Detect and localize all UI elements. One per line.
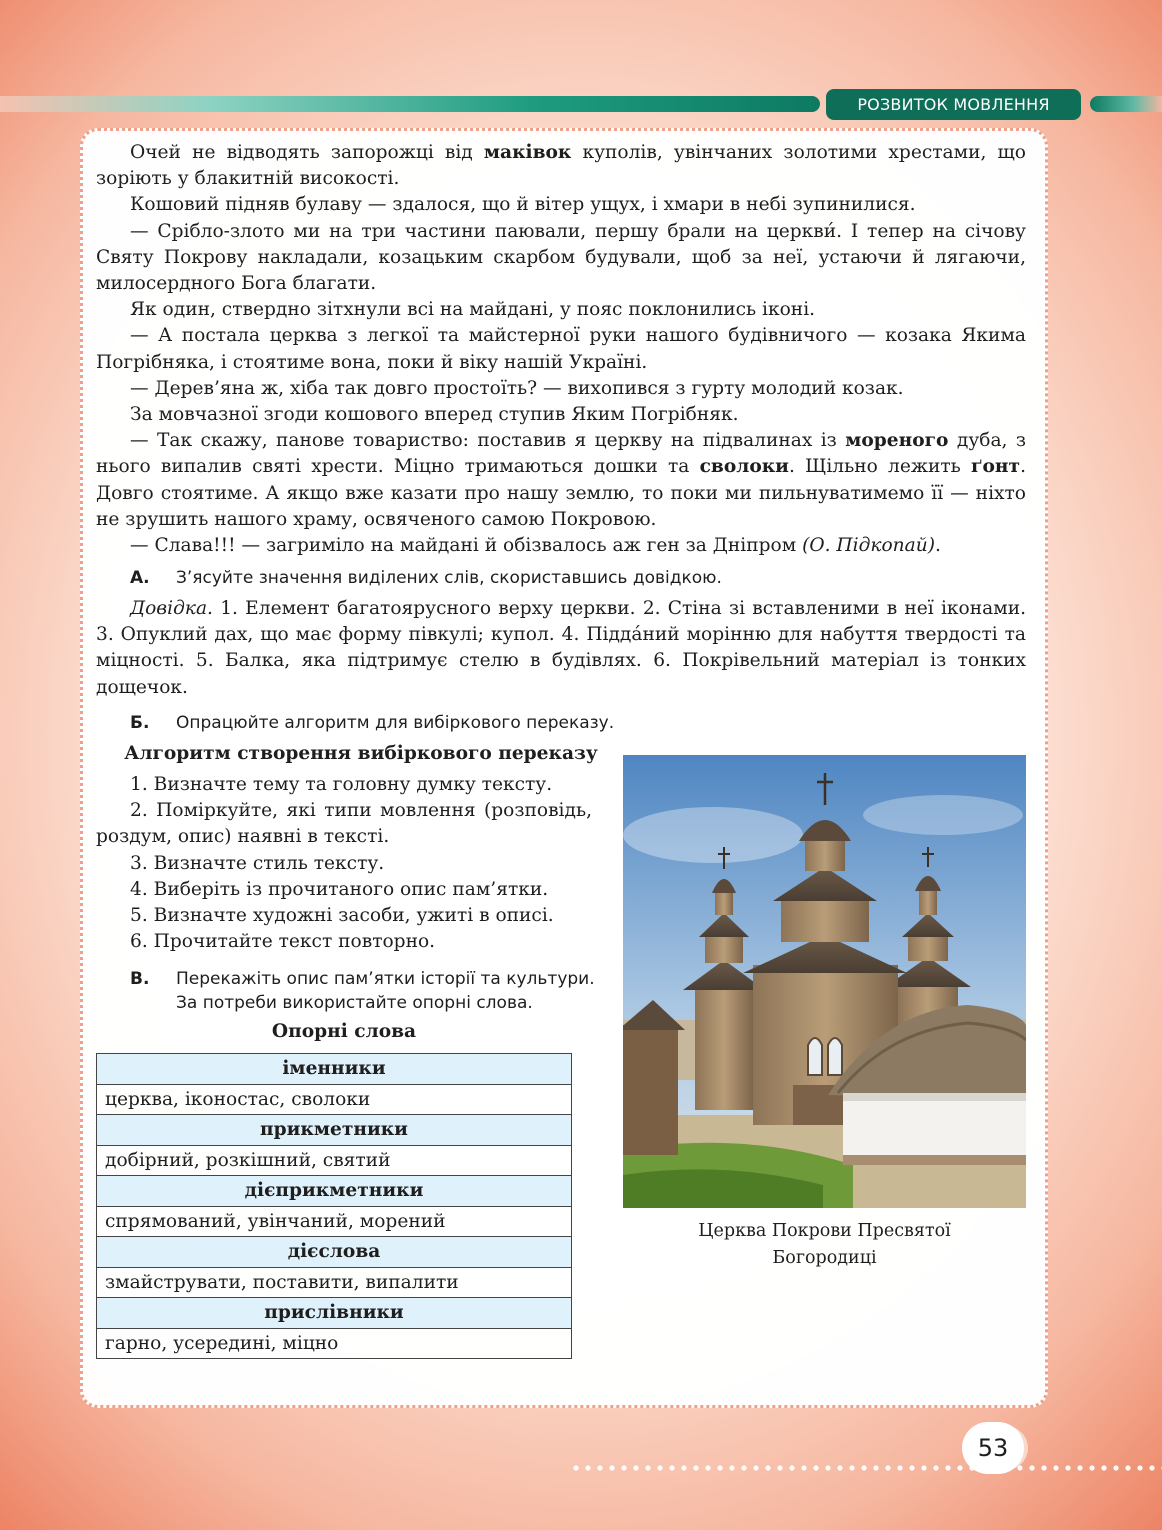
story-paragraph: — Срібло-злото ми на три частини паювали, першу брали на церкви́. І тепер на січову Святу Покрову накладали, козацьким скарбом будували, щоб за неї, устаючи й лягаючи, милосердного Бога благати. [96, 220, 1026, 295]
story-paragraph: Очей не відводять запорожці від маківок куполів, увінчаних золотими хрестами, що зоріють у блакитній високості. [96, 142, 1026, 190]
word-list: церква, іконостас, сволоки [97, 1084, 572, 1115]
word-category-header: дієслова [97, 1237, 572, 1268]
story-paragraph: Кошовий підняв булаву — здалося, що й вітер ущух, і хмари в небі зупинилися. [130, 194, 916, 216]
task-b: Б. Опрацюйте алгоритм для вибіркового переказу. [130, 713, 615, 733]
algorithm-steps [96, 772, 592, 955]
task-letter: В. [130, 969, 150, 989]
word-list: гарно, усередині, міцно [97, 1328, 572, 1359]
reference-label: Довідка. [130, 598, 213, 619]
highlighted-word: мореного [845, 430, 949, 452]
algorithm-step: 2. Поміркуйте, які типи мовлення (розповідь, роздум, опис) наявні в тексті. [96, 800, 592, 848]
support-words-title: Опорні слова [271, 1021, 417, 1042]
algorithm-step: 1. Визначте тему та головну думку тексту. [130, 774, 553, 795]
story-paragraph: За мовчазної згоди кошового вперед ступив Яким Погрібняк. [130, 404, 739, 426]
word-category-header: прикметники [97, 1115, 572, 1146]
word-category-header: дієприкметники [97, 1176, 572, 1207]
task-letter: Б. [130, 713, 150, 733]
author-attribution: (О. Підкопай) [802, 535, 935, 557]
footer-dots [570, 1464, 1162, 1472]
word-list: добірний, розкішний, святий [97, 1145, 572, 1176]
highlighted-word: сволоки [699, 456, 789, 478]
word-list: спрямований, увінчаний, морений [97, 1206, 572, 1237]
story-paragraph: — Дерев’яна ж, хіба так довго простоїть? — вихопився з гурту молодий козак. [130, 377, 904, 399]
page-number: 53 [962, 1422, 1024, 1474]
algorithm-step: 4. Виберіть із прочитаного опис пам’ятки. [130, 878, 549, 900]
reference-block: Довідка. 1. Елемент багатоярусного верху церкви. 2. Стіна зі вставленими в неї іконами. 3. Опуклий дах, що має форму півкулі; купол. 4. Підда́ний морінню для набуття твердості та міцності. 5. Балка, яка підтримує стелю в будівлях. 6. Покрівельний матеріал із тонких дощечок. [96, 598, 1026, 698]
story-paragraph: Як один, ствердно зітхнули всі на майдані, у пояс поклонились іконі. [130, 299, 816, 321]
task-v: В. Перекажіть опис пам’ятки історії та культури. За потреби використайте опорні слова. [130, 969, 595, 1013]
algorithm-step: 6. Прочитайте текст повторно. [130, 931, 436, 953]
top-band-right [1090, 96, 1162, 112]
section-tab: РОЗВИТОК МОВЛЕННЯ [826, 89, 1081, 120]
highlighted-word: ґонт [971, 456, 1021, 478]
story-paragraph: — А постала церква з легкої та майстерної руки нашого будівничого — козака Якима Погрібняка, і стоятиме вона, поки й віку нашій Україні. [96, 325, 1026, 373]
story-paragraph: — Слава!!! — загриміло на майдані й обізвалось аж ген за Дніпром (О. Підкопай). [130, 535, 941, 557]
word-category-header: прислівники [97, 1298, 572, 1329]
task-letter: А. [130, 568, 150, 588]
story-text [96, 140, 1026, 559]
algorithm-step: 3. Визначте стиль тексту. [130, 852, 385, 874]
support-words-table [96, 1053, 572, 1359]
algorithm-title: Алгоритм створення вибіркового переказу [124, 743, 598, 764]
word-category-header: іменники [97, 1054, 572, 1085]
highlighted-word: маківок [483, 142, 572, 163]
top-band-left [0, 96, 820, 112]
task-a: А. З’ясуйте значення виділених слів, скориставшись довідкою. [130, 568, 722, 588]
story-paragraph: — Так скажу, панове товариство: поставив я церкву на підвалинах із мореного дуба, з нього випалив святі хрести. Міцно тримаються дошки та сволоки. Щільно лежить ґонт. Довго стоятиме. А якщо вже казати про нашу землю, то поки ми пильнуватимемо її — ніхто не зрушить нашого храму, освяченого самою Покровою. [96, 430, 1027, 530]
word-list: змайструвати, поставити, випалити [97, 1267, 572, 1298]
church-photo [623, 755, 1026, 1208]
photo-caption: Церква Покрови Пресвятої Богородиці [698, 1221, 951, 1268]
algorithm-step: 5. Визначте художні засоби, ужиті в описі. [130, 905, 554, 927]
